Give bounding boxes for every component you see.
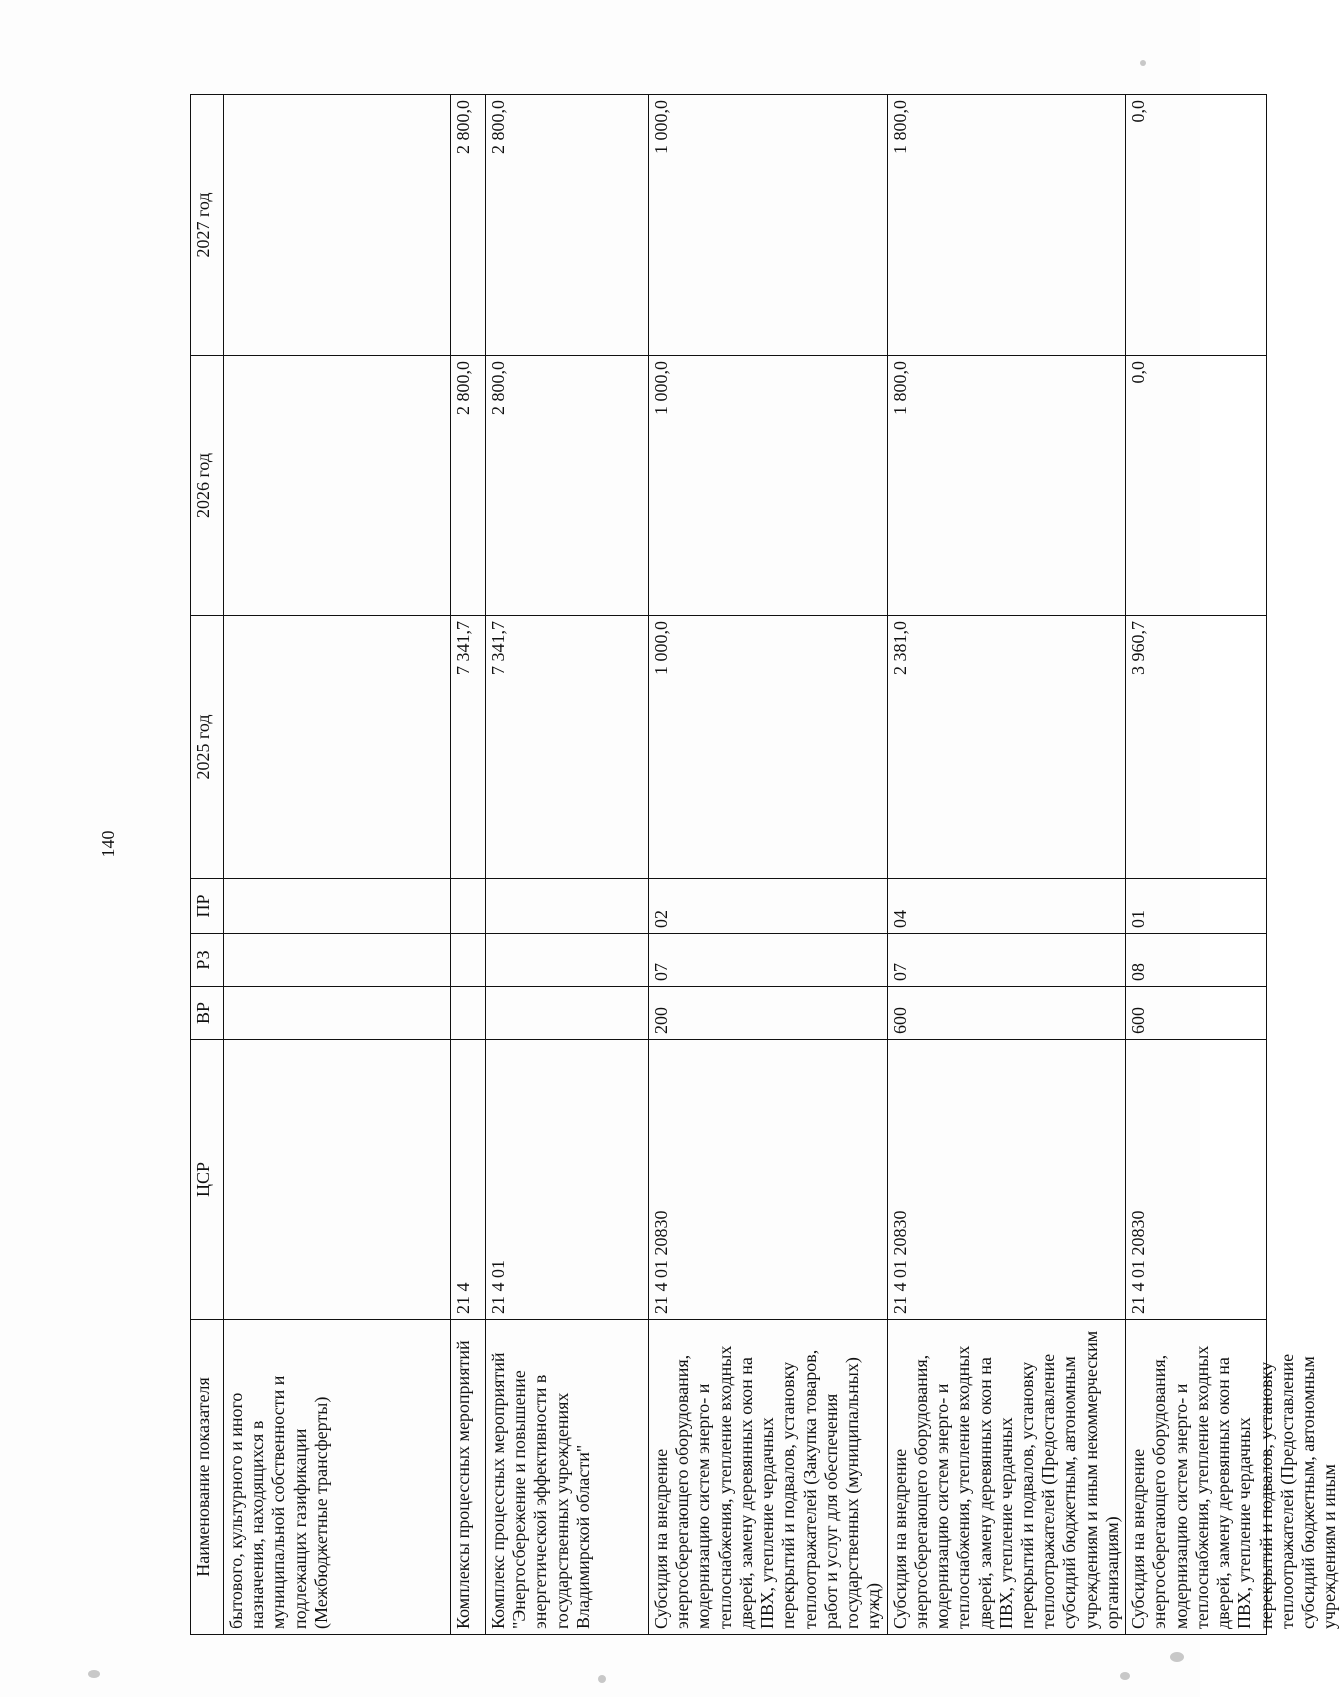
cell-2027: 2 800,0 bbox=[486, 95, 649, 356]
table-row bbox=[486, 95, 649, 1635]
cell-2027 bbox=[224, 95, 451, 356]
page-number: 140 bbox=[98, 830, 118, 858]
cell-rz bbox=[486, 934, 649, 987]
cell-2027: 2 800,0 bbox=[451, 95, 486, 356]
cell-2025 bbox=[224, 616, 451, 879]
cell-vr bbox=[224, 987, 451, 1040]
header-pr: ПР bbox=[191, 879, 224, 934]
cell-2027: 1 000,0 bbox=[649, 95, 888, 356]
cell-pr bbox=[451, 879, 486, 934]
cell-2026: 2 800,0 bbox=[451, 356, 486, 616]
cell-pr bbox=[486, 879, 649, 934]
cell-vr bbox=[486, 987, 649, 1040]
cell-csr: 21 4 01 20830 bbox=[1126, 1040, 1267, 1320]
header-csr: ЦСР bbox=[191, 1040, 224, 1320]
cell-pr: 04 bbox=[887, 879, 1126, 934]
cell-pr: 02 bbox=[649, 879, 888, 934]
cell-2025: 1 000,0 bbox=[649, 616, 888, 879]
scan-speck bbox=[598, 1675, 606, 1683]
cell-csr: 21 4 01 20830 bbox=[887, 1040, 1126, 1320]
table-viewport bbox=[190, 95, 1340, 1635]
cell-2026 bbox=[224, 356, 451, 616]
cell-pr bbox=[224, 879, 451, 934]
cell-2026: 1 800,0 bbox=[887, 356, 1126, 616]
cell-2025: 3 960,7 bbox=[1126, 616, 1267, 879]
table-row bbox=[1126, 95, 1267, 1635]
header-2026: 2026 год bbox=[191, 356, 224, 616]
cell-pr: 01 bbox=[1126, 879, 1267, 934]
cell-name: бытового, культурного и иного назначения, находящихся в муниципальной собственности и подлежащих газификации (Межбюджетные трансферты) bbox=[224, 1320, 451, 1635]
cell-name: Комплекс процессных мероприятий "Энергосбережение и повышение энергетической эффективности в государственных учреждениях Владимирской области" bbox=[486, 1320, 649, 1635]
cell-name bbox=[1126, 1320, 1340, 1635]
header-name: Наименование показателя bbox=[191, 1320, 224, 1635]
cell-2026: 2 800,0 bbox=[486, 356, 649, 616]
cell-2027: 0,0 bbox=[1126, 95, 1267, 356]
cell-rz bbox=[224, 934, 451, 987]
cell-vr: 600 bbox=[887, 987, 1126, 1040]
cell-name: Субсидия на внедрение энергосберегающего оборудования, модернизацию систем энерго- и теплоснабжения, утепление входных дверей, замену деревянных окон на ПВХ, утепление чердачных перекрытий и подвалов, установку теплоотражателей (Предоставление субсидий бюджетным, автономным учреждениям и иным некоммерческим организациям) bbox=[887, 1320, 1126, 1635]
cell-rz: 07 bbox=[887, 934, 1126, 987]
scan-speck bbox=[1170, 1652, 1184, 1662]
header-rz: РЗ bbox=[191, 934, 224, 987]
table-row bbox=[224, 95, 451, 1635]
cell-2026: 1 000,0 bbox=[649, 356, 888, 616]
cell-2025: 7 341,7 bbox=[451, 616, 486, 879]
scan-speck bbox=[1140, 60, 1146, 66]
cell-2025: 2 381,0 bbox=[887, 616, 1126, 879]
cell-rz: 07 bbox=[649, 934, 888, 987]
cell-name-text: Субсидия на внедрение энергосберегающего оборудования, модернизацию систем энерго- и теплоснабжения, утепление входных дверей, замену деревянных окон на ПВХ, утепление чердачных перекрытий и подвалов, установку теплоотражателей (Предоставление субсидий бюджетным, автономным учреждениям и иным bbox=[1128, 1345, 1340, 1629]
cell-csr: 21 4 01 20830 bbox=[649, 1040, 888, 1320]
cell-name: Комплексы процессных мероприятий bbox=[451, 1320, 486, 1635]
cell-2027: 1 800,0 bbox=[887, 95, 1126, 356]
cell-vr: 200 bbox=[649, 987, 888, 1040]
cell-vr bbox=[451, 987, 486, 1040]
cell-2025: 7 341,7 bbox=[486, 616, 649, 879]
cell-csr: 21 4 bbox=[451, 1040, 486, 1320]
cell-rz bbox=[451, 934, 486, 987]
cell-csr: 21 4 01 bbox=[486, 1040, 649, 1320]
table-row bbox=[649, 95, 888, 1635]
cell-rz: 08 bbox=[1126, 934, 1267, 987]
budget-table bbox=[190, 94, 1340, 1635]
cell-csr bbox=[224, 1040, 451, 1320]
table-header-row bbox=[191, 95, 224, 1635]
cell-name: Субсидия на внедрение энергосберегающего оборудования, модернизацию систем энерго- и теплоснабжения, утепление входных дверей, замену деревянных окон на ПВХ, утепление чердачных перекрытий и подвалов, установку теплоотражателей (Закупка товаров, работ и услуг для обеспечения государственных (муниципальных) нужд) bbox=[649, 1320, 888, 1635]
table-row bbox=[887, 95, 1126, 1635]
cell-2026: 0,0 bbox=[1126, 356, 1267, 616]
scan-speck bbox=[1120, 1672, 1130, 1680]
header-2025: 2025 год bbox=[191, 616, 224, 879]
header-2027: 2027 год bbox=[191, 95, 224, 356]
scan-speck bbox=[88, 1670, 100, 1678]
cell-vr: 600 bbox=[1126, 987, 1267, 1040]
header-vr: ВР bbox=[191, 987, 224, 1040]
table-row bbox=[451, 95, 486, 1635]
rotated-table-container bbox=[190, 95, 1340, 1635]
